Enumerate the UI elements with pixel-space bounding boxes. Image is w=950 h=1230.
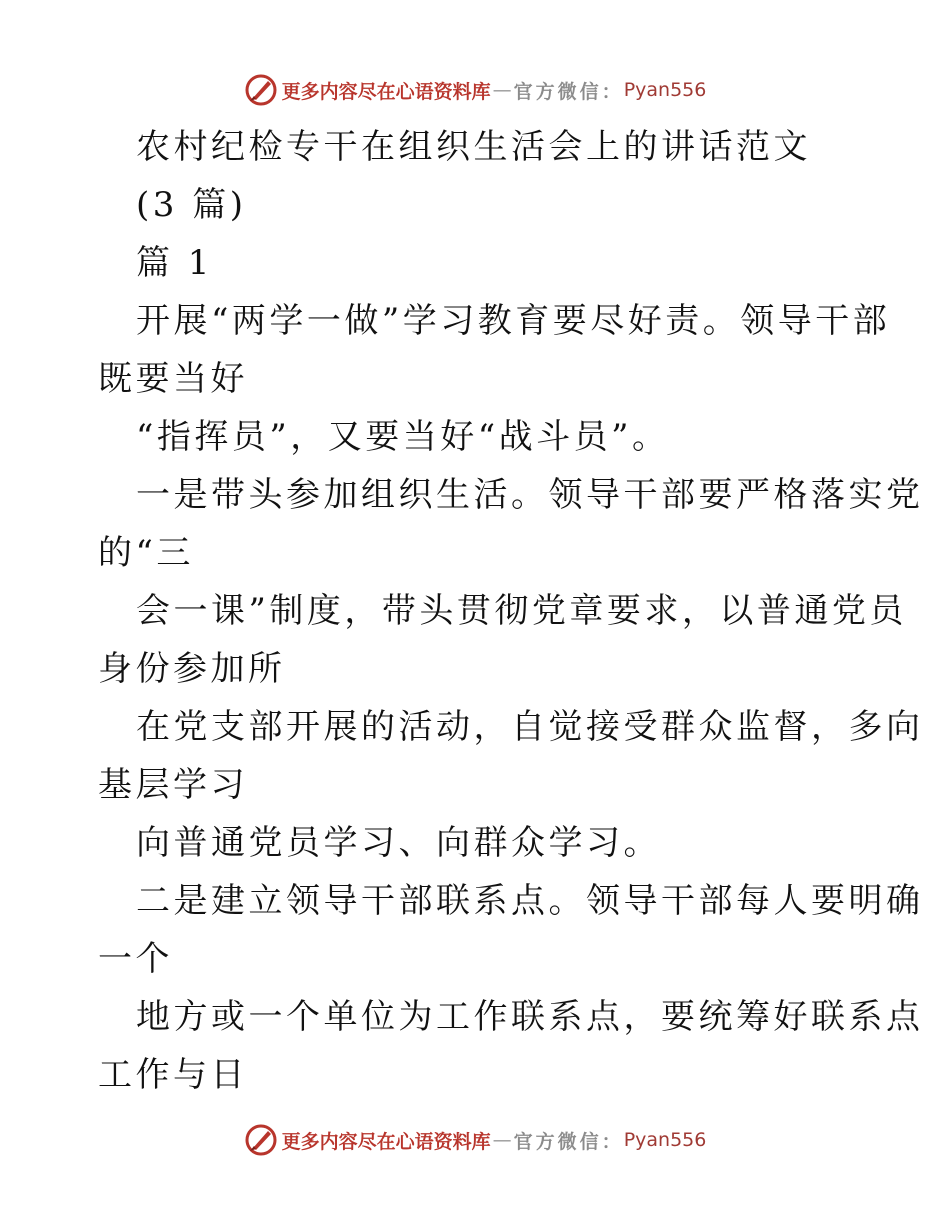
watermark-separator: — xyxy=(492,79,512,101)
document-title-count: (3 篇) xyxy=(136,185,247,225)
quill-logo-icon xyxy=(244,1123,278,1157)
footer-watermark xyxy=(0,1120,950,1160)
watermark-wechat-label: 官方微信： xyxy=(513,80,624,103)
paragraph-line: “指挥员”，又要当好“战斗员”。 xyxy=(136,417,670,457)
paragraph-line: 基层学习 xyxy=(98,765,248,805)
paragraph-line: 二是建立领导干部联系点。领导干部每人要明确 xyxy=(136,881,924,921)
document-body xyxy=(98,118,924,1104)
watermark-wechat-id: Pyan556 xyxy=(623,79,707,101)
paragraph-line: 一个 xyxy=(98,939,173,979)
paragraph-line: 一是带头参加组织生活。领导干部要严格落实党 xyxy=(136,475,924,515)
quill-logo-icon xyxy=(244,73,278,107)
paragraph-line: 开展“两学一做”学习教育要尽好责。领导干部 xyxy=(136,301,891,341)
header-watermark xyxy=(0,70,950,110)
watermark-site-text: 更多内容尽在心语资料库 xyxy=(281,1130,491,1153)
paragraph-line: 的“三 xyxy=(98,533,194,573)
paragraph-line: 既要当好 xyxy=(98,359,248,399)
paragraph-line: 向普通党员学习、向群众学习。 xyxy=(136,823,661,863)
paragraph-line: 会一课”制度，带头贯彻党章要求，以普通党员 xyxy=(136,591,907,631)
paragraph-line: 工作与日 xyxy=(98,1055,248,1095)
section-heading: 篇 1 xyxy=(136,243,213,283)
watermark-wechat-label: 官方微信： xyxy=(513,1130,624,1153)
document-title-line: 农村纪检专干在组织生活会上的讲话范文 xyxy=(136,127,811,167)
watermark-wechat-id: Pyan556 xyxy=(623,1129,707,1151)
paragraph-line: 身份参加所 xyxy=(98,649,286,689)
paragraph-line: 在党支部开展的活动，自觉接受群众监督，多向 xyxy=(136,707,924,747)
watermark-separator: — xyxy=(492,1129,512,1151)
watermark-site-text: 更多内容尽在心语资料库 xyxy=(281,80,491,103)
paragraph-line: 地方或一个单位为工作联系点，要统筹好联系点 xyxy=(136,997,924,1037)
